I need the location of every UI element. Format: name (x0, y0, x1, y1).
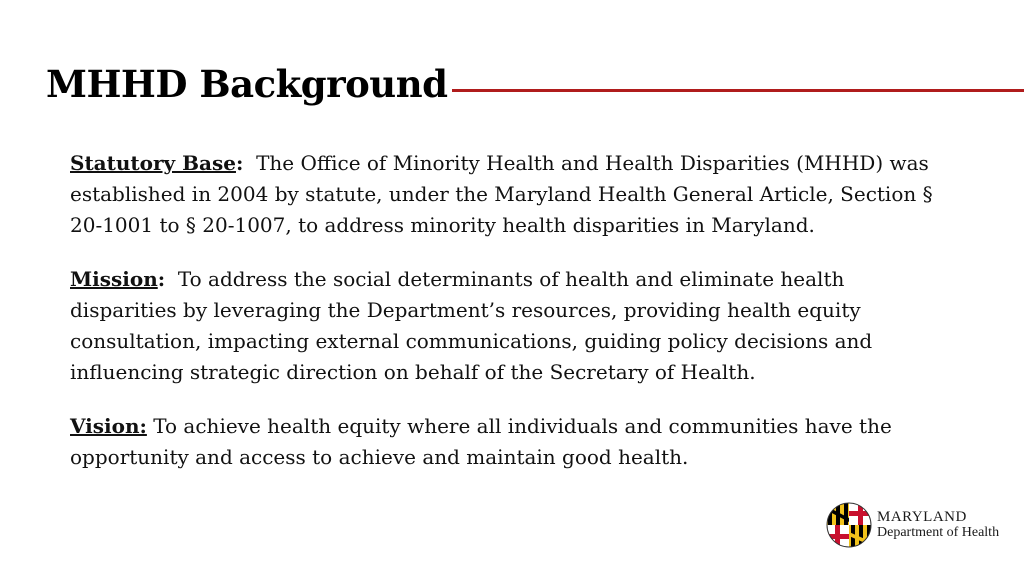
statutory-base-label: Statutory Base (70, 151, 236, 175)
statutory-base-text: The Office of Minority Health and Health Disparities (MHHD) was established in 2004 by statute, under the Maryland Health General Article, Section § 20-1001 to § 20-1007, to address minority health disparities in Maryland. (70, 151, 933, 237)
statutory-base-paragraph (70, 148, 950, 241)
mission-text: To address the social determinants of health and eliminate health disparities by leveraging the Department’s resources, providing health equity consultation, impacting external communications, guiding policy decisions and influencing strategic direction on behalf of the Secretary of Health. (70, 267, 873, 384)
maryland-health-logo (826, 500, 1016, 550)
vision-text: To achieve health equity where all individuals and communities have the opportunity and access to achieve and maintain good health. (70, 414, 892, 469)
mission-paragraph (70, 264, 950, 388)
slide-content (70, 148, 950, 496)
mission-colon: : (157, 267, 166, 291)
title-divider-line (452, 89, 1024, 92)
slide-title: MHHD Background (46, 62, 448, 106)
vision-label: Vision: (70, 414, 147, 438)
logo-line-maryland: MARYLAND (877, 509, 967, 525)
vision-paragraph (70, 411, 950, 473)
logo-text (877, 509, 999, 541)
maryland-flag-seal-icon (826, 502, 872, 548)
statutory-base-colon: : (235, 151, 244, 175)
logo-line-department: Department of Health (877, 525, 1000, 540)
mission-label: Mission (70, 267, 158, 291)
